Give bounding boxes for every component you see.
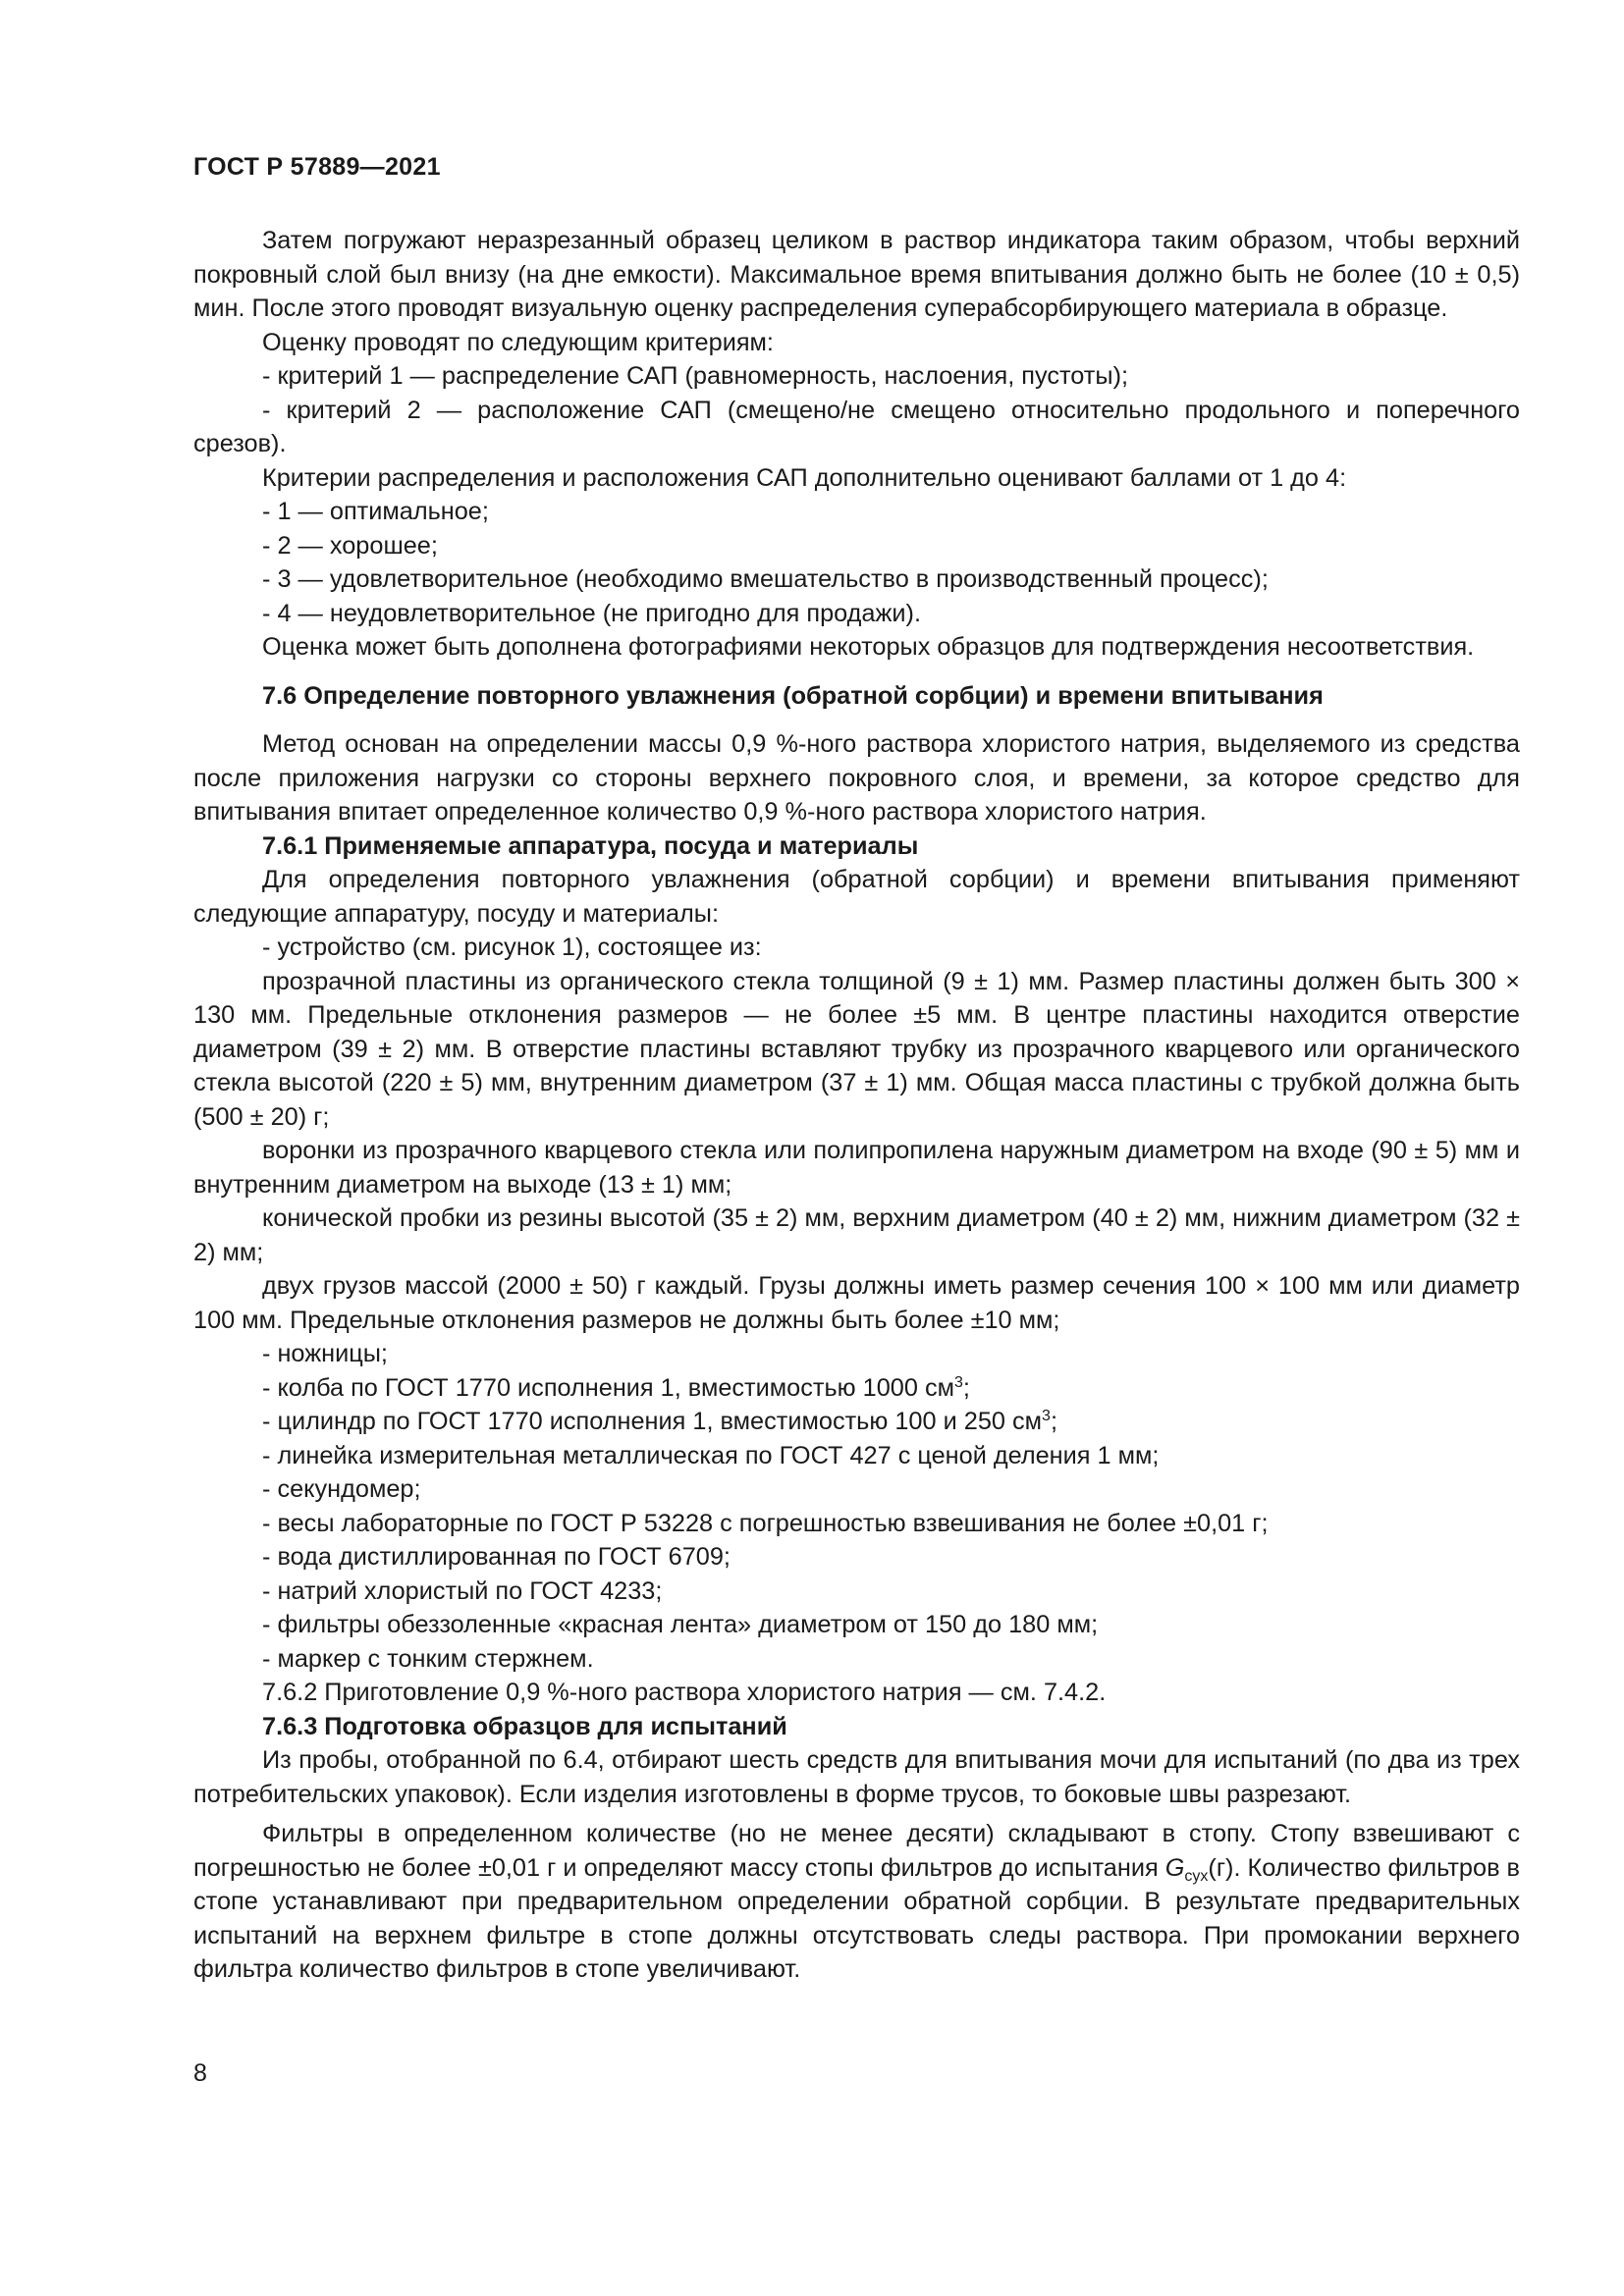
paragraph: Критерии распределения и расположения САП дополнительно оценивают баллами от 1 до 4: (262, 463, 1347, 492)
paragraph: воронки из прозрачного кварцевого стекла или полипропилена наружным диаметром на входе (90 ± 5) мм и внутренним диаметром на выходе (13 ± 1) мм; (193, 1137, 1520, 1199)
paragraph (193, 1817, 1520, 1987)
subscript: сух (1184, 1867, 1209, 1885)
paragraph: прозрачной пластины из органического стекла толщиной (9 ± 1) мм. Размер пластины должен быть 300 × 130 мм. Предельные отклонения размеров — не более ±5 мм. В центре пластины находится отверстие диаметром (39 ± 2) мм. В отверстие пластины вставляют трубку из прозрачного кварцевого или органического стекла высотой (220 ± 5) мм, внутренним диаметром (37 ± 1) мм. Общая масса пластины с трубкой должна быть (500 ± 20) г; (193, 967, 1520, 1131)
paragraph: Оценка может быть дополнена фотографиями некоторых образцов для подтверждения несоответствия. (262, 633, 1475, 661)
list-item: - ножницы; (262, 1340, 388, 1367)
list-item: - критерий 2 — расположение САП (смещено/не смещено относительно продольного и поперечного срезов). (193, 396, 1520, 457)
paragraph: конической пробки из резины высотой (35 ± 2) мм, верхним диаметром (40 ± 2) мм, нижним диаметром (32 ± 2) мм; (193, 1204, 1520, 1266)
section-heading-7-6-1: 7.6.1 Применяемые аппаратура, посуда и материалы (262, 831, 919, 860)
list-item: - 3 — удовлетворительное (необходимо вмешательство в производственный процесс); (262, 565, 1269, 593)
paragraph-text: Фильтры в определенном количестве (но не менее десяти) складывают в стопу. Стопу взвешивают с погрешностью не более ±0,01 г и определяют массу стопы фильтров до испытания (193, 1820, 1520, 1882)
list-item: - весы лабораторные по ГОСТ Р 53228 с погрешностью взвешивания не более ±0,01 г; (262, 1509, 1269, 1537)
superscript: 3 (1042, 1408, 1051, 1424)
paragraph: Метод основан на определении массы 0,9 %-ного раствора хлористого натрия, выделяемого из средства после приложения нагрузки со стороны верхнего покровного слоя, и времени, за которое средство для впитывания впитает определенное количество 0,9 %-ного раствора хлористого натрия. (193, 730, 1520, 826)
list-item: - критерий 1 — распределение САП (равномерность, наслоения, пустоты); (262, 362, 1129, 390)
punctuation: ; (1050, 1408, 1057, 1435)
list-item: - устройство (см. рисунок 1), состоящее из: (262, 934, 762, 961)
section-heading-7-6-3: 7.6.3 Подготовка образцов для испытаний (262, 1712, 787, 1740)
page-number: 8 (193, 2059, 207, 2087)
paragraph: Оценку проводят по следующим критериям: (262, 328, 774, 356)
document-header: ГОСТ Р 57889—2021 (193, 153, 441, 181)
list-item: - 4 — неудовлетворительное (не пригодно для продажи). (262, 599, 921, 627)
list-item: - маркер с тонким стержнем. (262, 1644, 594, 1673)
list-item (193, 1405, 1520, 1439)
list-item-text: - колба по ГОСТ 1770 исполнения 1, вместимостью 1000 см (262, 1373, 954, 1402)
document-body (193, 224, 1520, 1987)
superscript: 3 (954, 1373, 963, 1391)
paragraph: двух грузов массой (2000 ± 50) г каждый. Грузы должны иметь размер сечения 100 × 100 мм или диаметр 100 мм. Предельные отклонения размеров не должны быть более ±10 мм; (193, 1272, 1520, 1334)
paragraph: Из пробы, отобранной по 6.4, отбирают шесть средств для впитывания мочи для испытаний (по два из трех потребительских упаковок). Если изделия изготовлены в форме трусов, то боковые швы разрезают. (193, 1746, 1520, 1808)
list-item: - секундомер; (262, 1475, 421, 1503)
list-item: - натрий хлористый по ГОСТ 4233; (262, 1576, 663, 1605)
variable-g: G (1164, 1853, 1185, 1882)
list-item: - фильтры обеззоленные «красная лента» диаметром от 150 до 180 мм; (262, 1611, 1099, 1638)
paragraph: Затем погружают неразрезанный образец целиком в раствор индикатора таким образом, чтобы верхний покровный слой был внизу (на дне емкости). Максимальное время впитывания должно быть не более (10 ± 0,5) мин. После этого проводят визуальную оценку распределения суперабсорбирующего материала в образце. (193, 227, 1520, 322)
list-item: - линейка измерительная металлическая по ГОСТ 427 с ценой деления 1 мм; (262, 1441, 1160, 1469)
list-item: - 1 — оптимальное; (262, 498, 489, 525)
section-7-6-2: 7.6.2 Приготовление 0,9 %-ного раствора хлористого натрия — см. 7.4.2. (262, 1679, 1107, 1706)
punctuation: ; (962, 1373, 970, 1402)
section-heading-7-6: 7.6 Определение повторного увлажнения (обратной сорбции) и времени впитывания (262, 681, 1324, 710)
paragraph-text: (г). Количество фильтров в стопе устанавливают при предварительном определении обратной сорбции. В результате предварительных испытаний на верхнем фильтре в стопе должны отсутствовать следы раствора. При промокании верхнего фильтра количество фильтров в стопе увеличивают. (193, 1853, 1520, 1983)
list-item: - 2 — хорошее; (262, 531, 438, 560)
list-item: - вода дистиллированная по ГОСТ 6709; (262, 1543, 731, 1571)
list-item-text: - цилиндр по ГОСТ 1770 исполнения 1, вместимостью 100 и 250 см (262, 1408, 1043, 1435)
list-item (193, 1371, 1520, 1406)
paragraph: Для определения повторного увлажнения (обратной сорбции) и времени впитывания применяют следующие аппаратуру, посуду и материалы: (193, 866, 1520, 928)
